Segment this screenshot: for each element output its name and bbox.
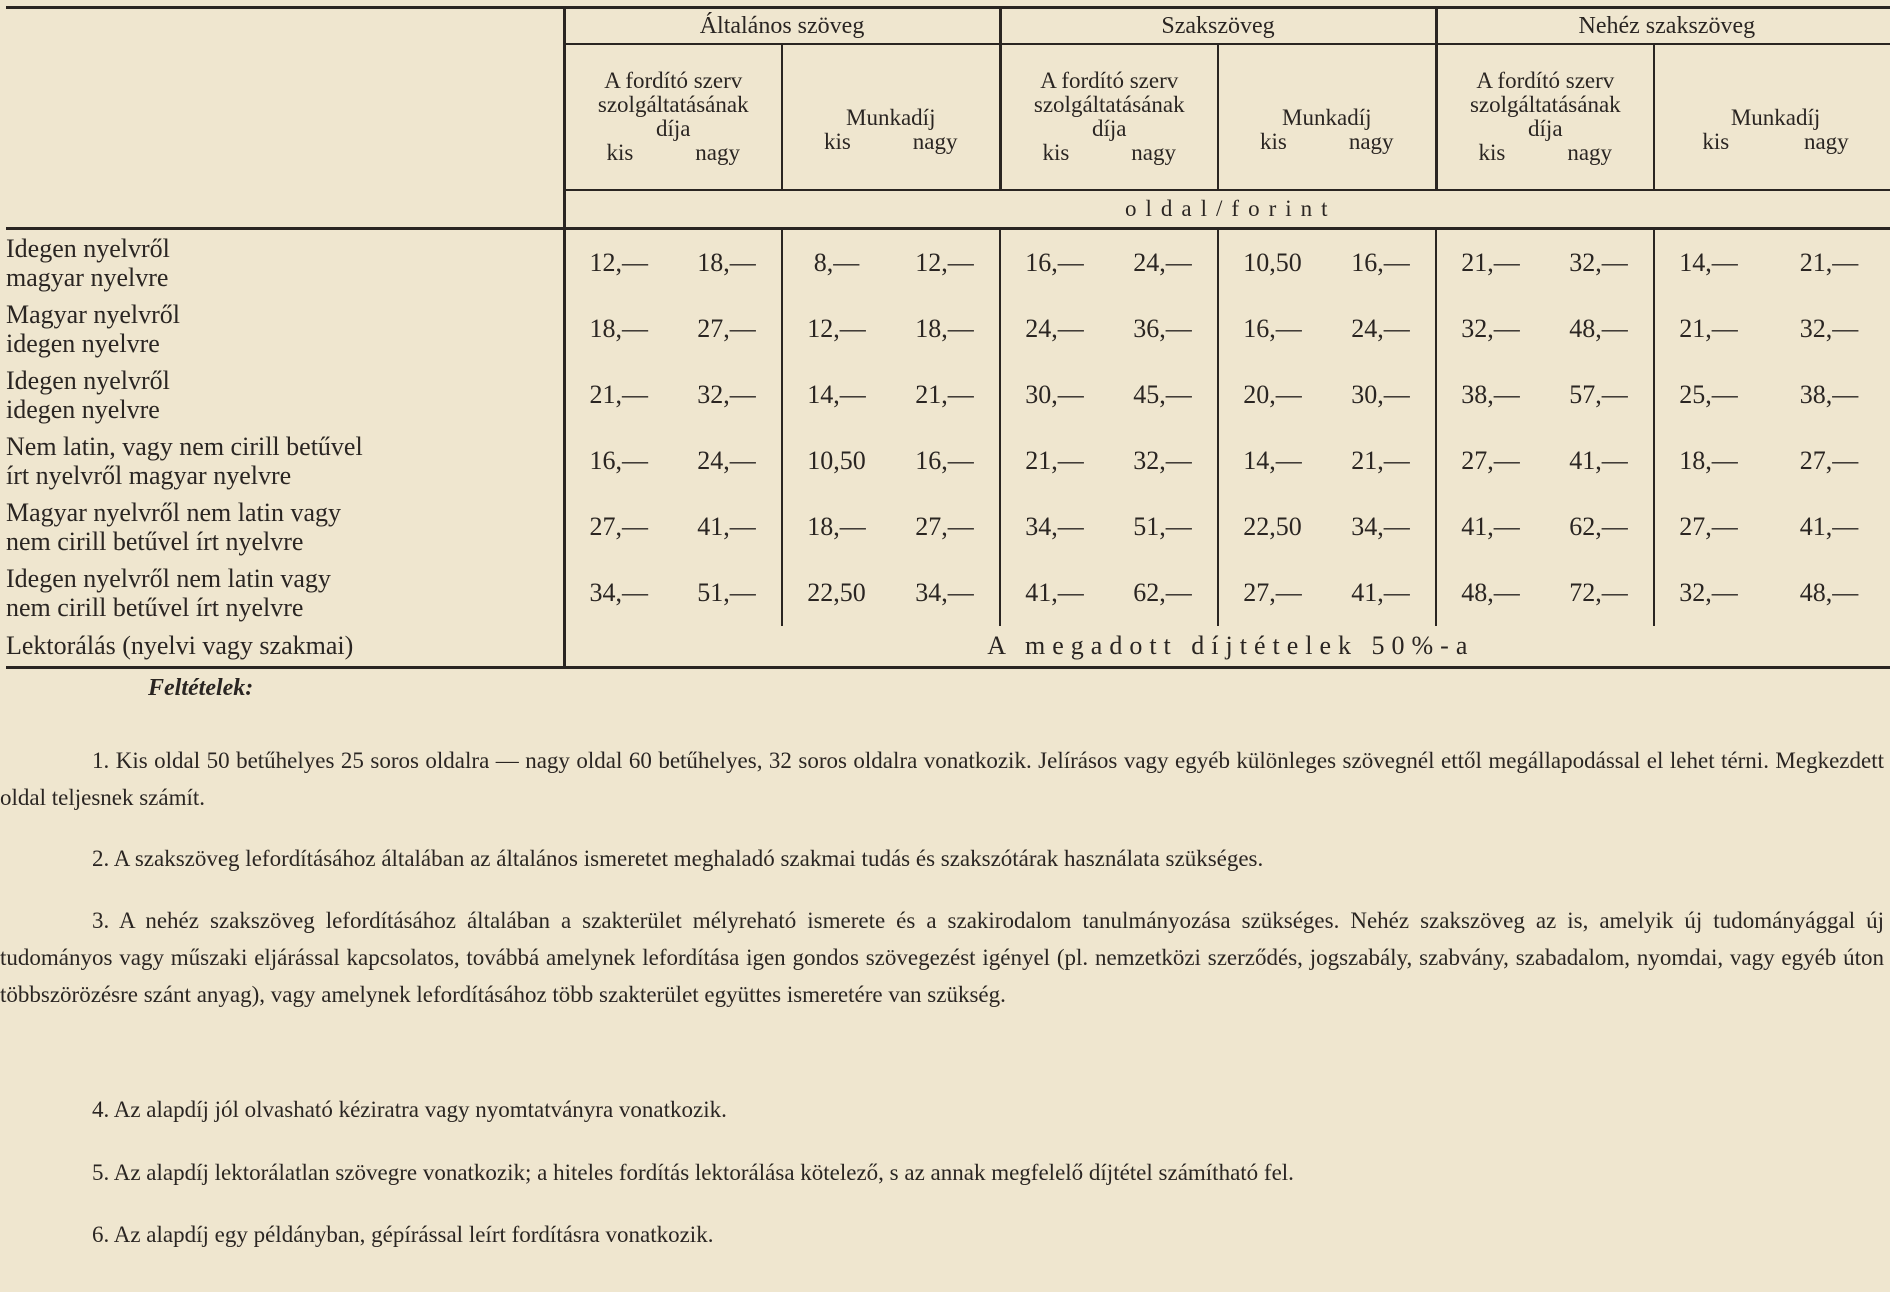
rate-cell: 24,— [1133, 248, 1192, 277]
rate-cell: 32,— [1799, 314, 1859, 343]
row-label [6, 362, 564, 428]
rate-cell: 14,— [1654, 229, 1762, 297]
nagy-label: nagy [1348, 129, 1394, 154]
wage-header-technical [1218, 44, 1436, 190]
rate-cell: 12,— [564, 229, 672, 297]
rate-cell: 22,50 [1218, 494, 1326, 560]
row-label [6, 560, 564, 626]
rate-cell: 41,— [1436, 494, 1544, 560]
rate-cell: 48,— [1799, 578, 1859, 607]
rate-cell: 45,— [1133, 380, 1192, 409]
rate-cell: 41,— [1000, 560, 1108, 626]
wage-header-general [782, 44, 1000, 190]
rate-cell: 18,— [564, 296, 672, 362]
condition-item: 2. A szakszöveg lefordításához általában az általános ismeretet meghaladó szakmai tudás és szakszótárak használata szükséges. [92, 846, 1264, 871]
rate-cell: 18,— [915, 314, 974, 343]
nagy-label: nagy [1567, 140, 1613, 165]
rate-cell: 51,— [1133, 512, 1192, 541]
rate-cell: 32,— [1569, 248, 1628, 277]
rate-cell: 41,— [1569, 446, 1628, 475]
rate-cell: 48,— [1436, 560, 1544, 626]
rate-cell: 10,50 [1218, 229, 1326, 297]
service-fee-line3: díja [656, 116, 691, 141]
wage-label: Munkadíj [846, 105, 936, 130]
rate-cell: 38,— [1799, 380, 1859, 409]
rate-cell: 12,— [782, 296, 890, 362]
rate-cell: 34,— [1351, 512, 1410, 541]
rate-table [6, 6, 1890, 669]
rate-cell: 30,— [1351, 380, 1410, 409]
rate-cell: 36,— [1133, 314, 1192, 343]
rate-cell: 41,— [1799, 512, 1859, 541]
service-fee-line2: szolgáltatásának [1469, 92, 1621, 117]
rate-cell: 18,— [1654, 428, 1762, 494]
rate-cell: 41,— [697, 512, 756, 541]
rate-cell: 62,— [1133, 578, 1192, 607]
rate-cell: 32,— [1654, 560, 1762, 626]
row-label-line: Idegen nyelvről nem latin vagy [6, 564, 331, 593]
row-label-line: nem cirill betűvel írt nyelvre [6, 527, 304, 556]
rate-cell: 27,— [1654, 494, 1762, 560]
table-row [6, 296, 1890, 362]
table-row [6, 560, 1890, 626]
group-header-technical: Szakszöveg [1000, 8, 1436, 45]
rate-cell: 24,— [1000, 296, 1108, 362]
row-label-line: Idegen nyelvről [6, 366, 170, 395]
rate-cell: 21,— [1436, 229, 1544, 297]
row-label-line: Idegen nyelvről [6, 234, 170, 263]
kis-label: kis [1042, 140, 1070, 165]
condition-item: 5. Az alapdíj lektorálatlan szövegre vonatkozik; a hiteles fordítás lektorálása kötelező, s az annak megfelelő díjtétel számítható fel. [92, 1160, 1294, 1185]
service-fee-line1: A fordító szerv [604, 68, 743, 93]
rate-cell: 27,— [1799, 446, 1859, 475]
service-fee-line3: díja [1528, 116, 1563, 141]
kis-label: kis [1478, 140, 1506, 165]
rate-cell: 27,— [564, 494, 672, 560]
rate-cell: 21,— [1000, 428, 1108, 494]
service-fee-header-hard [1436, 44, 1654, 190]
rate-cell: 16,— [1351, 248, 1410, 277]
rate-cell: 16,— [564, 428, 672, 494]
header-blank [6, 8, 564, 229]
row-label-line: idegen nyelvre [6, 329, 160, 358]
service-fee-line3: díja [1092, 116, 1127, 141]
kis-label: kis [823, 129, 851, 154]
rate-cell: 10,50 [782, 428, 890, 494]
rate-cell: 8,— [782, 229, 890, 297]
row-label-line: Magyar nyelvről [6, 300, 181, 329]
rate-cell: 34,— [564, 560, 672, 626]
rate-cell: 30,— [1000, 362, 1108, 428]
rate-cell: 57,— [1569, 380, 1628, 409]
rate-cell: 16,— [1000, 229, 1108, 297]
table-row [6, 362, 1890, 428]
rate-cell: 14,— [1218, 428, 1326, 494]
lektoralas-label: Lektorálás (nyelvi vagy szakmai) [6, 631, 354, 660]
service-fee-line1: A fordító szerv [1476, 68, 1615, 93]
rate-cell: 20,— [1218, 362, 1326, 428]
row-label-line: nem cirill betűvel írt nyelvre [6, 593, 304, 622]
row-label-line: írt nyelvről magyar nyelvre [6, 461, 292, 490]
nagy-label: nagy [1131, 140, 1177, 165]
rate-cell: 22,50 [782, 560, 890, 626]
row-label-line: Nem latin, vagy nem cirill betűvel [6, 432, 363, 461]
wage-header-hard [1654, 44, 1890, 190]
row-label-line: magyar nyelvre [6, 263, 169, 292]
row-label-line: idegen nyelvre [6, 395, 160, 424]
rate-cell: 24,— [1351, 314, 1410, 343]
rate-cell: 18,— [782, 494, 890, 560]
rate-cell: 51,— [697, 578, 756, 607]
service-fee-line1: A fordító szerv [1040, 68, 1179, 93]
rate-cell: 32,— [1133, 446, 1192, 475]
condition-item: 4. Az alapdíj jól olvasható kéziratra vagy nyomtatványra vonatkozik. [92, 1097, 727, 1122]
rate-cell: 21,— [915, 380, 974, 409]
rate-cell: 48,— [1569, 314, 1628, 343]
rate-cell: 21,— [1799, 248, 1859, 277]
rate-cell: 16,— [915, 446, 974, 475]
group-header-hard-technical: Nehéz szakszöveg [1436, 8, 1890, 45]
row-label [6, 428, 564, 494]
row-label [6, 296, 564, 362]
row-label-line: Magyar nyelvről nem latin vagy [6, 498, 342, 527]
rate-cell: 62,— [1569, 512, 1628, 541]
rate-cell: 25,— [1654, 362, 1762, 428]
rate-cell: 72,— [1569, 578, 1628, 607]
kis-label: kis [1259, 129, 1287, 154]
nagy-label: nagy [695, 140, 741, 165]
table-row [6, 229, 1890, 297]
rate-cell: 12,— [915, 248, 974, 277]
kis-label: kis [1702, 129, 1730, 154]
service-fee-header-technical [1000, 44, 1218, 190]
rate-cell: 24,— [697, 446, 756, 475]
group-header-general: Általános szöveg [564, 8, 1000, 45]
rate-cell: 41,— [1351, 578, 1410, 607]
rate-cell: 21,— [564, 362, 672, 428]
table-row [6, 494, 1890, 560]
rate-cell: 27,— [1436, 428, 1544, 494]
service-fee-header-general [564, 44, 782, 190]
unit-label: oldal/forint [564, 190, 1890, 229]
rate-cell: 32,— [1436, 296, 1544, 362]
condition-item: 6. Az alapdíj egy példányban, gépírással leírt fordításra vonatkozik. [92, 1222, 714, 1247]
rate-cell: 16,— [1218, 296, 1326, 362]
row-label [6, 494, 564, 560]
service-fee-line2: szolgáltatásának [1033, 92, 1185, 117]
lektoralas-value: A megadott díjtételek 50%-a [564, 626, 1890, 668]
condition-item: 1. Kis oldal 50 betűhelyes 25 soros oldalra — nagy oldal 60 betűhelyes, 32 soros oldalra vonatkozik. Jelírásos vagy egyéb különleges szövegnél ettől megállapodással el lehet térni. Megkezdett oldal teljesnek számít. [0, 748, 1884, 810]
rate-cell: 27,— [697, 314, 756, 343]
condition-item: 3. A nehéz szakszöveg lefordításához általában a szakterület mélyreható ismerete és a szakirodalom tanulmányozása szükséges. Nehéz szakszöveg az is, amelyik új tudományággal új tudományos vagy műszaki eljárással kapcsolatos, továbbá amelynek lefordítása igen gondos szövegezést igényel (pl. nemzetközi szerződés, jogszabály, szabvány, szabadalom, nyomdai, vagy egyéb úton többszörözésre szánt anyag), vagy amelynek lefordításához több szakterület együttes ismeretére van szükség. [0, 908, 1884, 1007]
rate-cell: 21,— [1351, 446, 1410, 475]
wage-label: Munkadíj [1730, 105, 1821, 130]
rate-cell: 27,— [915, 512, 974, 541]
row-label [6, 229, 564, 297]
rate-cell: 18,— [697, 248, 756, 277]
conditions-title: Feltételek: [148, 675, 254, 701]
wage-label: Munkadíj [1282, 105, 1372, 130]
nagy-label: nagy [1803, 129, 1849, 154]
rate-cell: 27,— [1218, 560, 1326, 626]
kis-label: kis [606, 140, 634, 165]
nagy-label: nagy [912, 129, 958, 154]
rate-cell: 34,— [915, 578, 974, 607]
table-row [6, 428, 1890, 494]
service-fee-line2: szolgáltatásának [597, 92, 749, 117]
rate-cell: 21,— [1654, 296, 1762, 362]
rate-cell: 32,— [697, 380, 756, 409]
rate-cell: 14,— [782, 362, 890, 428]
rate-cell: 38,— [1436, 362, 1544, 428]
rate-cell: 34,— [1000, 494, 1108, 560]
